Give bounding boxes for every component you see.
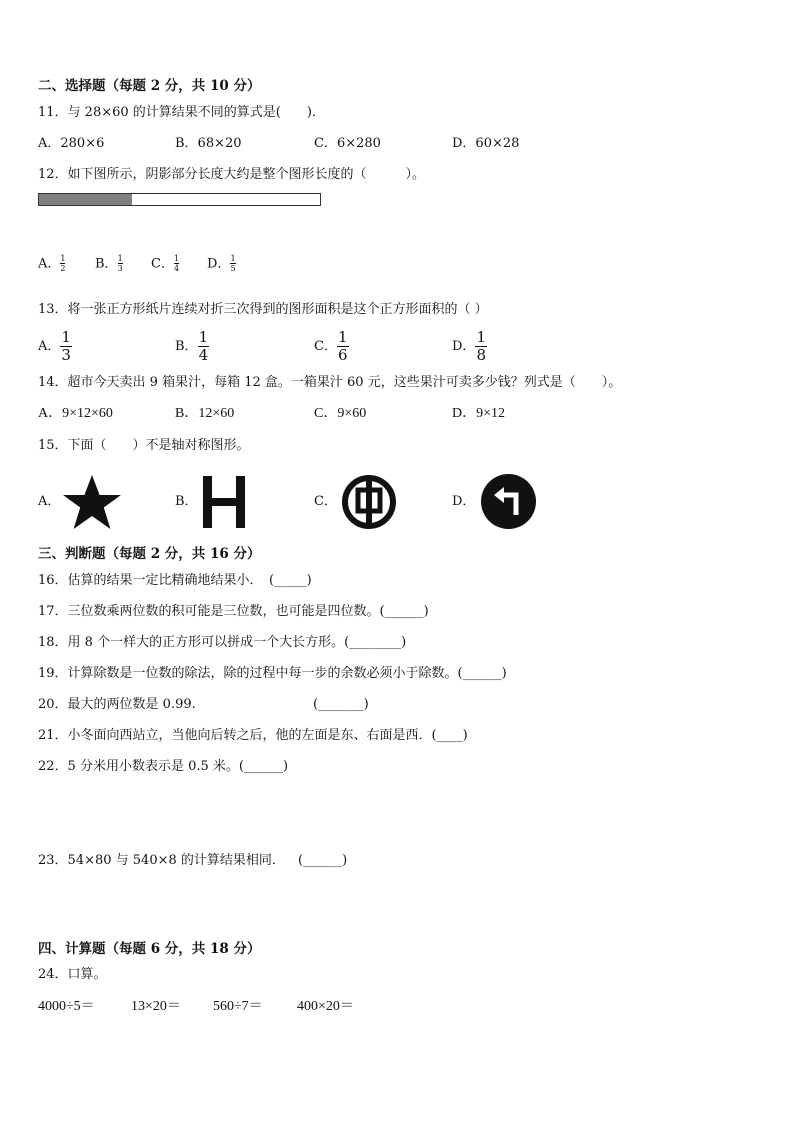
star-icon	[61, 474, 123, 530]
q15-option-a-label: A．	[38, 494, 61, 509]
q11-option-b: B．68×20	[175, 136, 242, 151]
q12-bar-figure	[38, 193, 321, 206]
judge-item-20: 20．最大的两位数是 0.99.	[38, 697, 196, 712]
q12-shaded-part	[39, 194, 132, 205]
fraction: $\frac{1}{3}$	[61, 328, 71, 364]
calc-item-3: 560÷7＝	[213, 999, 263, 1014]
section-title-judge: 三、判断题（每题 2 分，共 16 分）	[38, 546, 261, 562]
fraction: $\frac{1}{4}$	[173, 254, 180, 273]
judge-item-16: 16．估算的结果一定比精确地结果小． (_____)	[38, 573, 312, 588]
calc-item-1: 4000÷5＝	[38, 999, 95, 1014]
q13-option-a: A． $\frac{1}{3}$	[38, 328, 71, 364]
q11-option-a: A．280×6	[38, 136, 105, 151]
question-15: 15．下面（ ）不是轴对称图形。	[38, 438, 250, 453]
q14-option-c: C．9×60	[314, 406, 367, 421]
q13-option-d: D． $\frac{1}{8}$	[452, 328, 486, 364]
judge-item-21: 21．小冬面向西站立，当他向后转之后，他的左面是东、右面是西．(____)	[38, 728, 468, 743]
section-title-choice: 二、选择题（每题 2 分，共 10 分）	[38, 78, 261, 94]
q12-option-b: B． $\frac{1}{3}$	[95, 254, 123, 273]
q13-option-c: C． $\frac{1}{6}$	[314, 328, 348, 364]
judge-item-19: 19．计算除数是一位数的除法，除的过程中每一步的余数必须小于除数。(______)	[38, 666, 507, 681]
calc-item-4: 400×20＝	[297, 999, 354, 1014]
q15-option-d-label: D．	[452, 494, 476, 509]
question-12: 12．如下图所示，阴影部分长度大约是整个图形长度的（ ）。	[38, 167, 426, 182]
fraction: $\frac{1}{2}$	[60, 254, 66, 273]
judge-item-23: 23．54×80 与 540×8 的计算结果相同．	[38, 853, 285, 868]
fraction: $\frac{1}{5}$	[230, 254, 236, 273]
judge-item-20-blank: (_______)	[313, 697, 369, 712]
fraction: $\frac{1}{6}$	[337, 328, 348, 364]
section-title-calc: 四、计算题（每题 6 分，共 18 分）	[38, 941, 261, 957]
q14-option-a: A．9×12×60	[38, 406, 113, 421]
question-11: 11．与 28×60 的计算结果不同的算式是( )．	[38, 105, 325, 120]
judge-item-18: 18．用 8 个一样大的正方形可以拼成一个大长方形。(________)	[38, 635, 407, 650]
judge-item-22: 22．5 分米用小数表示是 0.5 米。(______)	[38, 759, 289, 774]
turn-left-sign-icon	[480, 473, 537, 530]
fraction: $\frac{1}{3}$	[117, 254, 123, 273]
fraction: $\frac{1}{8}$	[476, 328, 486, 364]
q14-option-d: D．9×12	[452, 406, 506, 421]
q12-option-c: C． $\frac{1}{4}$	[151, 254, 180, 273]
fraction: $\frac{1}{4}$	[198, 328, 209, 364]
calc-item-2: 13×20＝	[131, 999, 181, 1014]
q11-option-c: C．6×280	[314, 136, 381, 151]
q12-option-d: D． $\frac{1}{5}$	[207, 254, 236, 273]
bank-logo-icon	[341, 474, 397, 530]
q14-option-b: B．12×60	[175, 406, 235, 421]
question-14: 14．超市今天卖出 9 箱果汁，每箱 12 盒。一箱果汁 60 元，这些果汁可卖多少钱？列式是（ ）。	[38, 375, 622, 390]
q12-option-a: A． $\frac{1}{2}$	[38, 254, 66, 273]
q15-option-b-label: B．	[175, 494, 198, 509]
q15-option-c-label: C．	[314, 494, 337, 509]
q11-option-d: D．60×28	[452, 136, 520, 151]
judge-item-17: 17．三位数乘两位数的积可能是三位数，也可能是四位数。(______)	[38, 604, 429, 619]
question-13: 13．将一张正方形纸片连续对折三次得到的图形面积是这个正方形面积的（ ）	[38, 302, 488, 317]
question-24: 24．口算。	[38, 967, 107, 982]
letter-h-icon	[203, 476, 245, 528]
judge-item-23-blank: (______)	[298, 853, 348, 868]
q13-option-b: B． $\frac{1}{4}$	[175, 328, 209, 364]
